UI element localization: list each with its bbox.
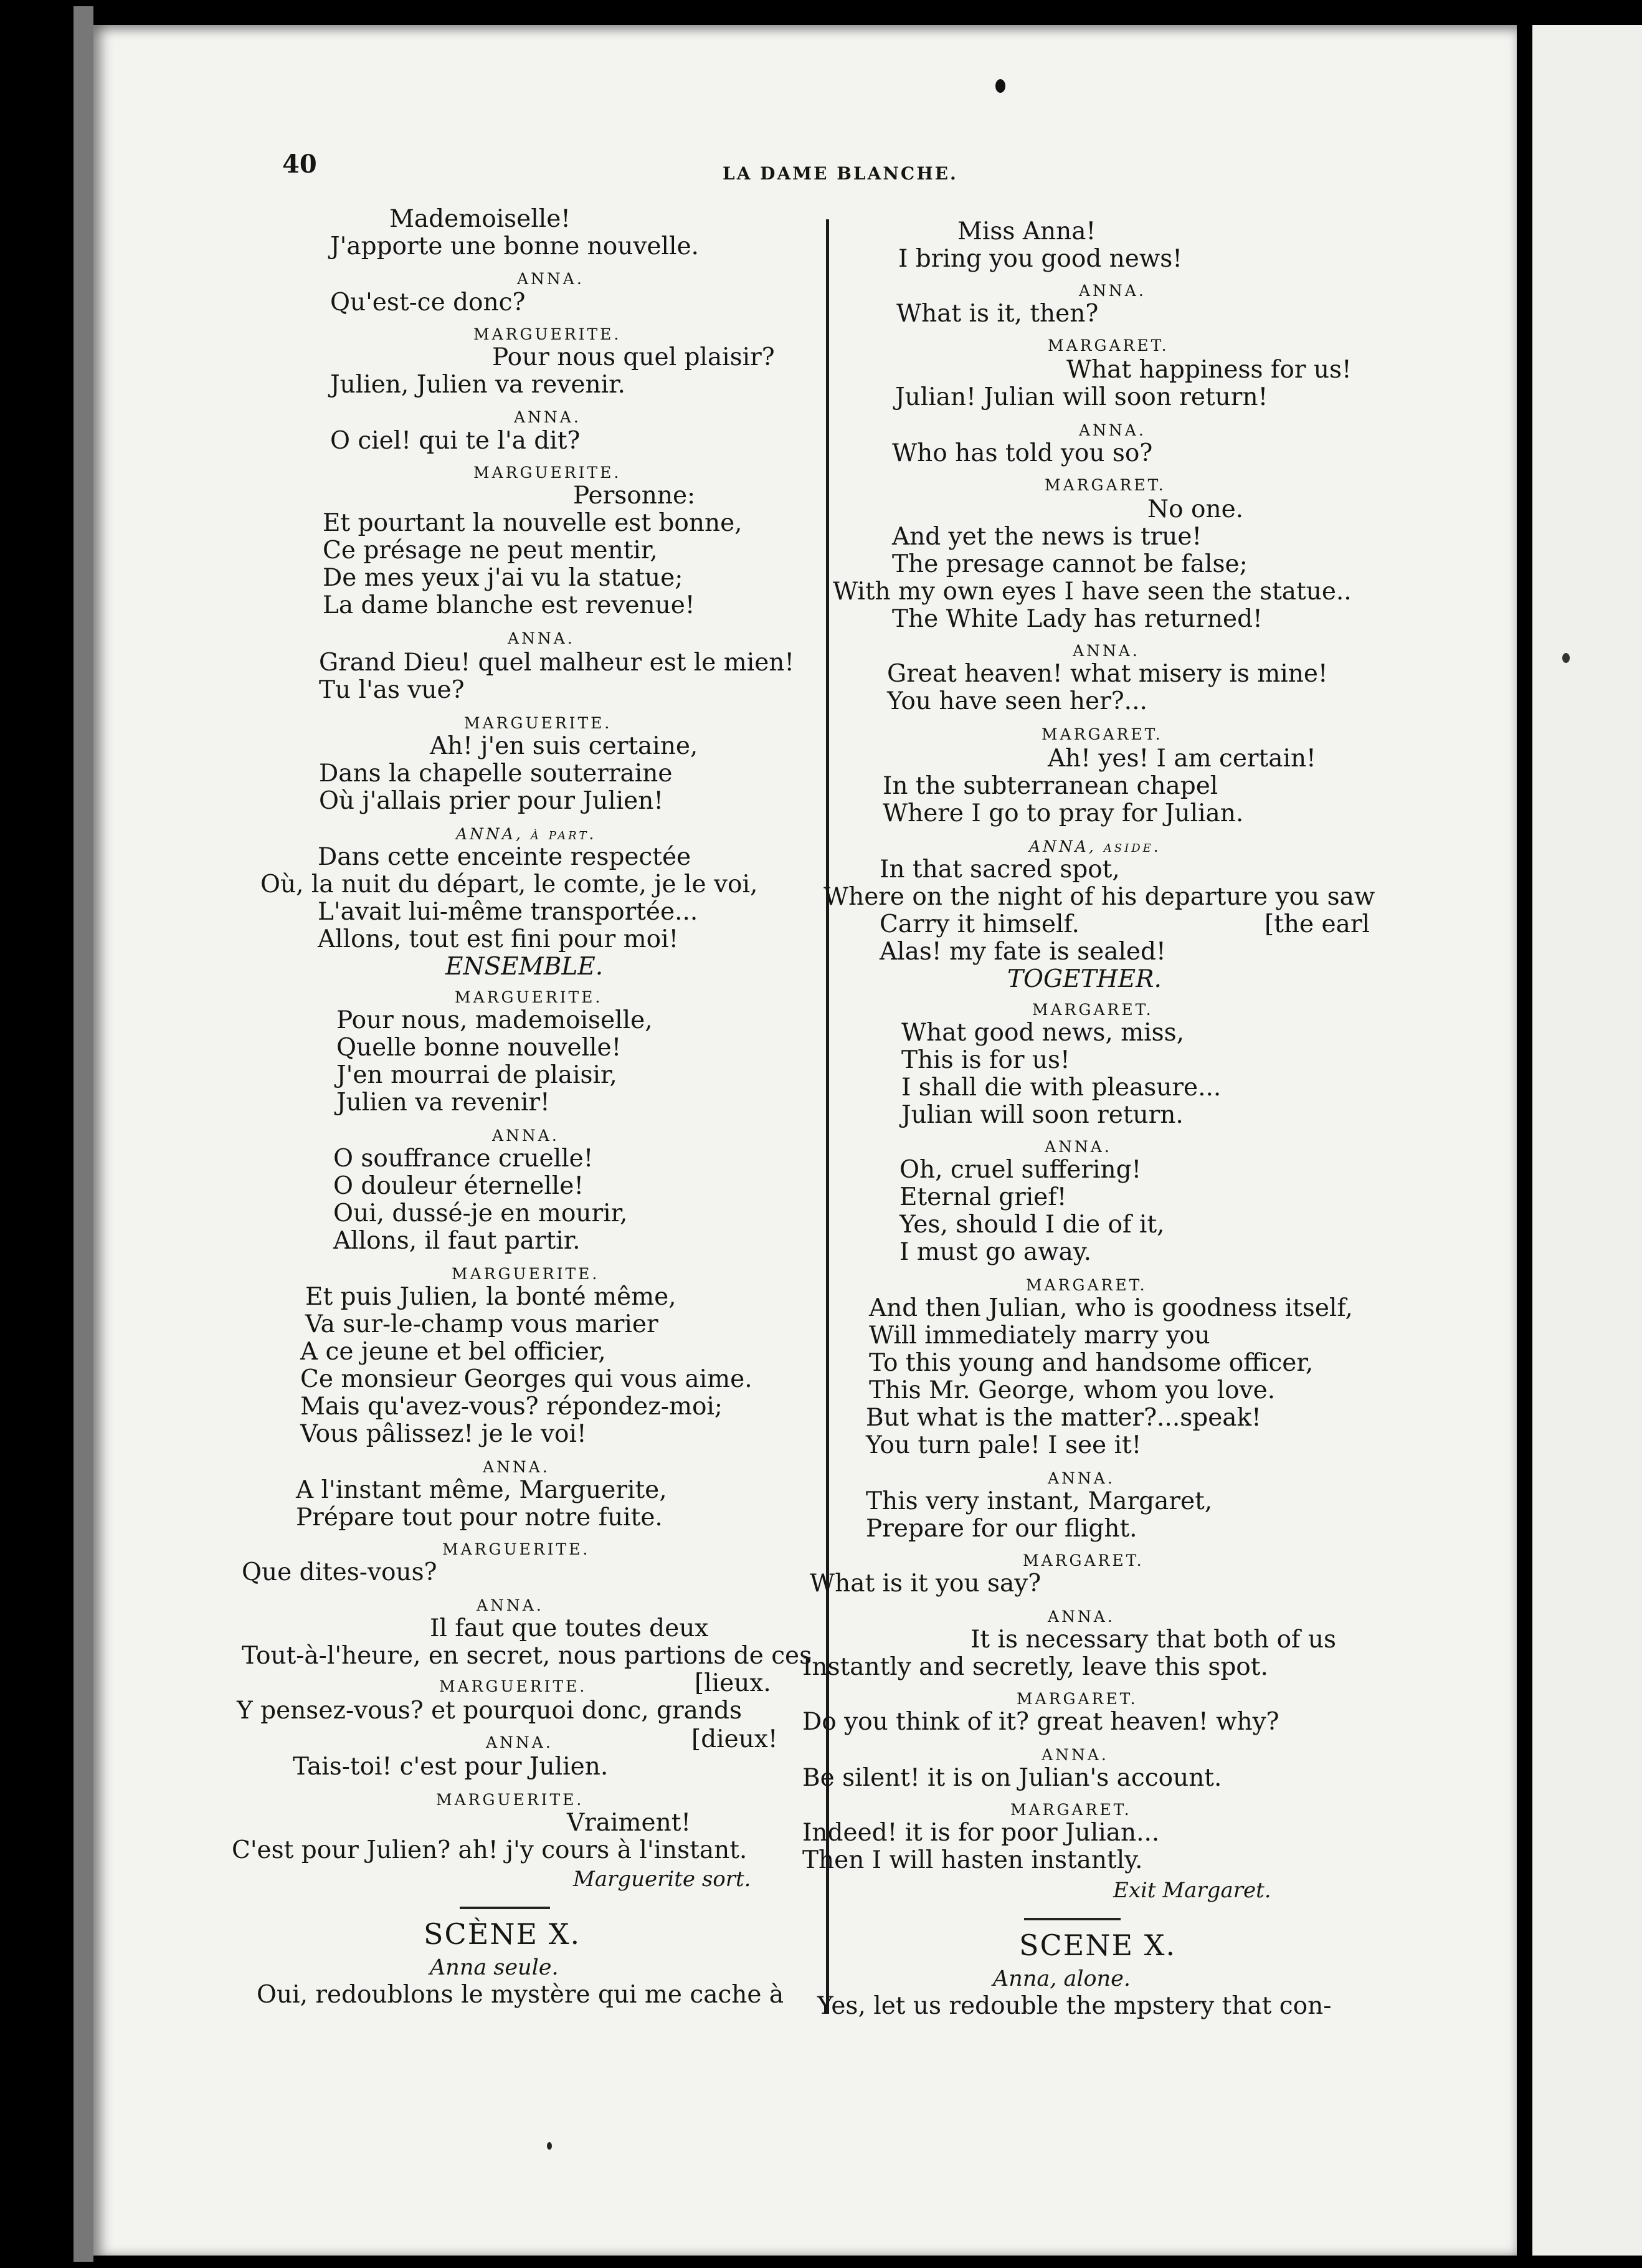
- speaker-name: MARGUERITE.: [473, 464, 622, 482]
- speaker-name: MARGUERITE.: [455, 988, 603, 1006]
- verse-line: Julian will soon return.: [901, 1101, 1184, 1129]
- verse-line: Ah! j'en suis certaine,: [430, 732, 698, 760]
- speaker-name: ANNA.: [1079, 282, 1146, 300]
- verse-line: Allons, tout est fini pour moi!: [318, 925, 679, 953]
- verse-line: Et puis Julien, la bonté même,: [305, 1283, 676, 1311]
- verse-line: L'avait lui-même transportée...: [318, 898, 698, 926]
- speaker-name: ANNA.: [492, 1127, 559, 1145]
- speaker-name: ANNA.: [483, 1458, 550, 1476]
- verse-line: Pour nous quel plaisir?: [492, 343, 775, 371]
- stage-direction: Marguerite sort.: [573, 1867, 751, 1892]
- verse-line: Va sur-le-champ vous marier: [305, 1310, 658, 1338]
- verse-continuation: [lieux.: [695, 1669, 771, 1697]
- verse-line: Prépare tout pour notre fuite.: [296, 1503, 663, 1532]
- verse-line: J'apporte une bonne nouvelle.: [330, 232, 699, 260]
- verse-line: Indeed! it is for poor Julian...: [802, 1819, 1160, 1847]
- speaker-name: ANNA, à part.: [456, 825, 597, 843]
- verse-line: You have seen her?...: [887, 687, 1147, 715]
- verse-line: Mais qu'avez-vous? répondez-moi;: [300, 1393, 723, 1421]
- verse-line: A ce jeune et bel officier,: [300, 1338, 606, 1366]
- speaker-name: MARGUERITE.: [473, 325, 622, 343]
- verse-line: What good news, miss,: [901, 1019, 1185, 1047]
- speaker-name: MARGUERITE.: [442, 1540, 591, 1558]
- verse-line: Miss Anna!: [957, 217, 1096, 245]
- verse-line: Ce présage ne peut mentir,: [323, 536, 658, 565]
- stage-direction: Anna seule.: [430, 1955, 559, 1980]
- verse-line: A l'instant même, Marguerite,: [296, 1476, 667, 1504]
- verse-line: J'en mourrai de plaisir,: [336, 1061, 617, 1089]
- verse-line: Tout-à-l'heure, en secret, nous partions de ces: [242, 1642, 812, 1670]
- verse-line: Pour nous, mademoiselle,: [336, 1006, 653, 1034]
- verse-line: Où, la nuit du départ, le comte, je le voi,: [260, 870, 758, 898]
- stage-direction: Exit Margaret.: [1113, 1878, 1271, 1903]
- verse-line: I must go away.: [899, 1238, 1091, 1266]
- verse-continuation: [the earl: [1265, 910, 1370, 938]
- speaker-name: ANNA.: [1073, 642, 1140, 660]
- speaker-name: MARGUERITE.: [452, 1265, 600, 1283]
- verse-line: Oh, cruel suffering!: [899, 1156, 1142, 1184]
- verse-line: Then I will hasten instantly.: [802, 1846, 1143, 1874]
- speaker-name: ANNA.: [477, 1596, 544, 1614]
- verse-line: Great heaven! what misery is mine!: [887, 660, 1328, 688]
- section-heading: TOGETHER.: [1007, 965, 1162, 993]
- running-title: LA DAME BLANCHE.: [723, 163, 958, 184]
- column-divider: [826, 219, 829, 2014]
- verse-line: O douleur éternelle!: [333, 1172, 584, 1200]
- ink-speck: [1562, 653, 1570, 663]
- verse-line: Where I go to pray for Julian.: [883, 799, 1244, 827]
- verse-line: Mademoiselle!: [389, 205, 571, 233]
- verse-line: I bring you good news!: [898, 245, 1182, 273]
- verse-line: Who has told you so?: [892, 439, 1153, 467]
- verse-line: Prepare for our flight.: [866, 1515, 1137, 1543]
- verse-line: Will immediately marry you: [869, 1322, 1210, 1350]
- speaker-name: MARGARET.: [1017, 1690, 1138, 1708]
- verse-line: And then Julian, who is goodness itself,: [869, 1294, 1353, 1322]
- verse-line: Be silent! it is on Julian's account.: [802, 1764, 1222, 1792]
- verse-line: This very instant, Margaret,: [866, 1487, 1213, 1515]
- verse-line: Eternal grief!: [899, 1183, 1067, 1211]
- verse-line: It is necessary that both of us: [970, 1626, 1337, 1654]
- verse-line: Where on the night of his departure you saw: [823, 883, 1375, 911]
- scene-heading: SCÈNE X.: [424, 1917, 581, 1951]
- speaker-name: ANNA, aside.: [1029, 837, 1161, 855]
- verse-line: This is for us!: [901, 1046, 1070, 1074]
- scene-rule: [460, 1907, 550, 1909]
- speaker-name: MARGARET.: [1026, 1276, 1147, 1294]
- verse-line: To this young and handsome officer,: [869, 1349, 1314, 1377]
- verse-line: And yet the news is true!: [892, 523, 1202, 551]
- verse-line: Vous pâlissez! je le voi!: [300, 1420, 587, 1448]
- verse-line: In the subterranean chapel: [883, 772, 1218, 800]
- verse-line: Que dites-vous?: [242, 1558, 437, 1586]
- verse-line: In that sacred spot,: [880, 855, 1120, 884]
- speaker-name: ANNA.: [1045, 1138, 1112, 1156]
- verse-line: Do you think of it? great heaven! why?: [802, 1708, 1279, 1736]
- verse-line: Et pourtant la nouvelle est bonne,: [323, 509, 743, 537]
- verse-line: What happiness for us!: [1066, 356, 1352, 384]
- speaker-name: MARGUERITE.: [439, 1677, 587, 1695]
- verse-line: Carry it himself.: [880, 910, 1080, 938]
- verse-line: C'est pour Julien? ah! j'y cours à l'instant.: [232, 1836, 747, 1864]
- verse-line: Quelle bonne nouvelle!: [336, 1034, 622, 1062]
- speaker-name: ANNA.: [508, 629, 575, 647]
- verse-line: Vraiment!: [567, 1809, 691, 1837]
- speaker-name: ANNA.: [1079, 421, 1146, 439]
- verse-line: Alas! my fate is sealed!: [880, 938, 1166, 966]
- verse-line: De mes yeux j'ai vu la statue;: [323, 564, 683, 592]
- verse-line: Dans la chapelle souterraine: [319, 760, 673, 788]
- speaker-name: MARGARET.: [1048, 336, 1169, 355]
- speaker-name: ANNA.: [514, 408, 581, 426]
- verse-line: What is it, then?: [896, 300, 1099, 328]
- speaker-name: MARGUERITE.: [436, 1791, 584, 1809]
- verse-line: Instantly and secretly, leave this spot.: [802, 1653, 1268, 1681]
- section-heading: ENSEMBLE.: [445, 953, 604, 981]
- speaker-name: ANNA.: [486, 1733, 553, 1751]
- verse-line: Tu l'as vue?: [319, 676, 465, 704]
- verse-line: Oui, dussé-je en mourir,: [333, 1199, 628, 1227]
- verse-line: Julien va revenir!: [336, 1089, 550, 1117]
- verse-line: O souffrance cruelle!: [333, 1145, 594, 1173]
- speaker-name: MARGARET.: [1032, 1001, 1154, 1019]
- speaker-name: MARGARET.: [1045, 476, 1166, 494]
- verse-line: O ciel! qui te l'a dit?: [330, 427, 581, 455]
- verse-line: Yes, should I die of it,: [899, 1211, 1165, 1239]
- verse-line: Où j'allais prier pour Julien!: [319, 787, 664, 815]
- ink-speck: [547, 2142, 552, 2150]
- verse-line: Personne:: [573, 482, 696, 510]
- speaker-name: ANNA.: [1048, 1608, 1115, 1626]
- verse-line: You turn pale! I see it!: [866, 1431, 1142, 1459]
- speaker-name: MARGARET.: [1010, 1801, 1132, 1819]
- speaker-name: ANNA.: [1042, 1746, 1109, 1764]
- verse-line: Grand Dieu! quel malheur est le mien!: [319, 649, 795, 677]
- stage-direction: Anna, alone.: [993, 1966, 1131, 1991]
- verse-line: But what is the matter?...speak!: [866, 1404, 1261, 1432]
- scene-heading: SCENE X.: [1019, 1928, 1177, 1962]
- verse-line: Tais-toi! c'est pour Julien.: [293, 1753, 609, 1781]
- scene-rule: [1024, 1918, 1121, 1920]
- speaker-name: MARGUERITE.: [464, 714, 612, 732]
- verse-line: Yes, let us redouble the mpstery that con-: [817, 1992, 1332, 2020]
- verse-line: La dame blanche est revenue!: [323, 591, 695, 619]
- page-binding-edge: [74, 6, 93, 2262]
- verse-line: I shall die with pleasure...: [901, 1074, 1222, 1102]
- verse-line: Ah! yes! I am certain!: [1048, 745, 1316, 773]
- verse-continuation: [dieux!: [691, 1725, 778, 1753]
- page-number: 40: [282, 150, 317, 179]
- verse-line: Julien, Julien va revenir.: [330, 371, 625, 399]
- verse-line: Ce monsieur Georges qui vous aime.: [300, 1365, 752, 1393]
- verse-line: No one.: [1147, 495, 1244, 523]
- verse-line: Allons, il faut partir.: [333, 1227, 581, 1255]
- verse-line: This Mr. George, whom you love.: [869, 1376, 1276, 1404]
- verse-line: The presage cannot be false;: [892, 550, 1248, 578]
- verse-line: The White Lady has returned!: [892, 605, 1263, 633]
- verse-line: Qu'est-ce donc?: [330, 288, 526, 317]
- verse-line: Y pensez-vous? et pourquoi donc, grands: [237, 1697, 743, 1725]
- verse-line: Dans cette enceinte respectée: [318, 843, 691, 871]
- verse-line: Oui, redoublons le mystère qui me cache à: [257, 1981, 784, 2009]
- speaker-name: ANNA.: [1048, 1469, 1115, 1487]
- speaker-name: MARGARET.: [1023, 1551, 1144, 1570]
- verse-line: With my own eyes I have seen the statue..: [833, 578, 1352, 606]
- speaker-name: ANNA.: [517, 270, 584, 288]
- ink-speck: [995, 79, 1005, 93]
- verse-line: Il faut que toutes deux: [430, 1614, 709, 1642]
- speaker-name: MARGARET.: [1042, 725, 1163, 743]
- adjacent-page-edge: [1532, 25, 1642, 2256]
- verse-line: What is it you say?: [810, 1570, 1042, 1598]
- verse-line: Julian! Julian will soon return!: [895, 383, 1268, 411]
